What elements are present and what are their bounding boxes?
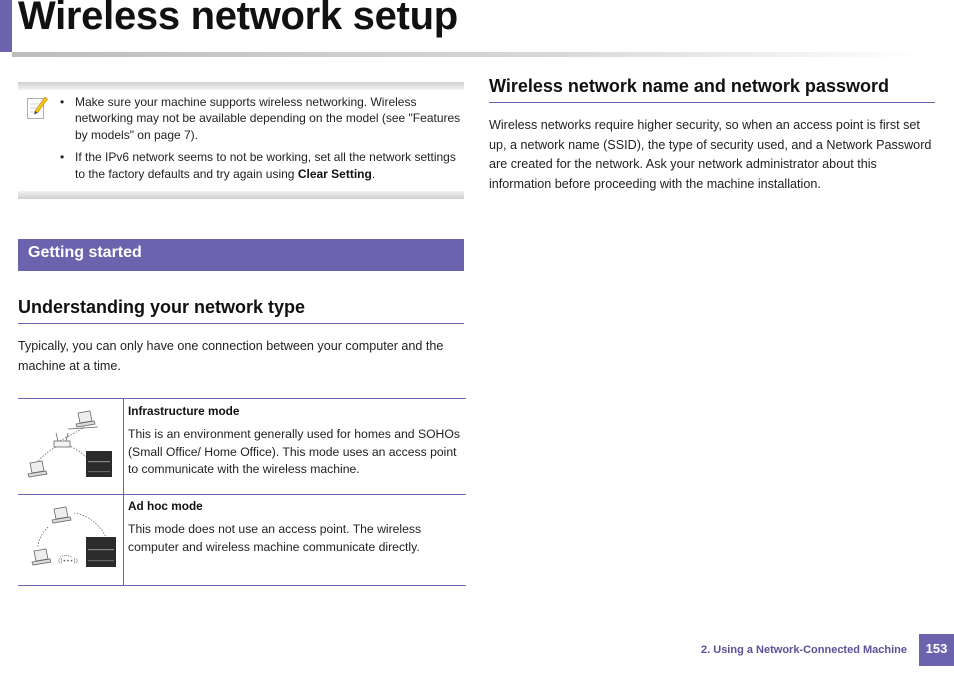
infrastructure-network-icon <box>24 405 120 489</box>
wireless-name-body: Wireless networks require higher security, so when an access point is first set up, a network name (SSID), the type of security used, and a Network Password are created for the network. Ask your network administrator about this information before proceeding with the machine installation. <box>489 118 932 191</box>
svg-text:((•••)): ((•••)) <box>58 558 78 565</box>
adhoc-network-icon <box>24 499 120 583</box>
wireless-name-heading-rule <box>489 102 935 103</box>
note-item-text-end: . <box>371 166 376 181</box>
note-item <box>60 94 464 143</box>
note-item-text: If the IPv6 network seems to not be working, set all the network settings to the factory defaults and try again using <box>75 150 456 181</box>
table-column-divider <box>123 399 124 585</box>
note-top-border <box>18 82 464 90</box>
clear-setting-label: Clear Setting <box>297 166 372 181</box>
wireless-name-heading: Wireless network name and network password <box>489 76 889 96</box>
network-type-heading: Understanding your network type <box>18 297 306 317</box>
note-item-text: Make sure your machine supports wireless networking. Wireless networking may not be available depending on the model (see "Features by models" on page 7). <box>75 95 461 142</box>
note-item <box>60 149 464 182</box>
page-title: Wireless network setup <box>18 0 458 38</box>
network-type-heading-rule <box>18 323 464 324</box>
network-mode-table <box>18 398 466 586</box>
infrastructure-mode-title: Infrastructure mode <box>128 404 240 418</box>
adhoc-mode-title: Ad hoc mode <box>128 499 203 513</box>
page-number: 153 <box>919 634 954 666</box>
infrastructure-mode-description: This is an environment generally used for homes and SOHOs (Small Office/ Home Office). This mode uses an access point to communicate with the wireless machine. <box>128 427 460 476</box>
bullet: • <box>60 150 65 165</box>
table-row-divider <box>18 494 466 495</box>
footer-chapter: 2. Using a Network-Connected Machine <box>701 644 907 656</box>
network-type-intro: Typically, you can only have one connection between your computer and the machine at a time. <box>18 339 444 373</box>
title-accent-bar <box>0 0 12 52</box>
section-banner-title: Getting started <box>28 244 142 261</box>
adhoc-mode-description: This mode does not use an access point. The wireless computer and wireless machine communicate directly. <box>128 522 422 554</box>
bullet: • <box>60 95 65 109</box>
section-banner <box>18 239 464 271</box>
title-underline <box>12 52 922 57</box>
note-pencil-icon <box>26 94 48 120</box>
note-list <box>60 94 464 188</box>
note-box <box>18 82 464 199</box>
note-bottom-border <box>18 191 464 199</box>
